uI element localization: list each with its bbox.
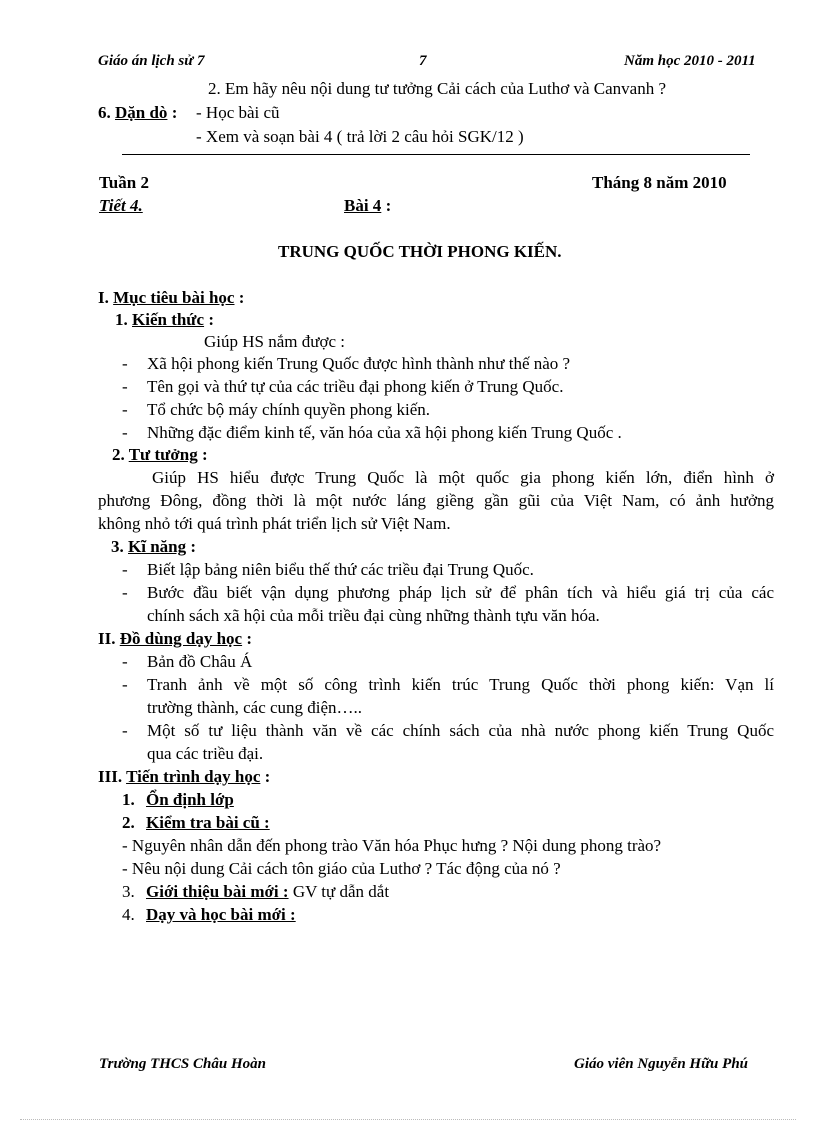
step-2-num: 2. [122, 813, 135, 832]
materials-item: Bản đồ Châu Á [147, 652, 253, 671]
knowledge-item: Những đặc điểm kinh tế, văn hóa của xã hội phong kiến Trung Quốc . [147, 423, 622, 442]
lesson-number-colon: : [381, 196, 392, 215]
knowledge-num: 1. [115, 310, 128, 329]
bullet-dash: - [122, 583, 128, 602]
step-3-label: Giới thiệu bài mới : [146, 882, 289, 901]
bullet-dash: - [122, 652, 128, 671]
page-number: 7 [419, 53, 427, 69]
ideology-line: Giúp HS hiểu được Trung Quốc là một quốc gia phong kiến lớn, điển hình ở [152, 468, 774, 487]
knowledge-item: Tổ chức bộ máy chính quyền phong kiến. [147, 400, 431, 419]
ideology-label: Tư tưởng [128, 445, 198, 464]
knowledge-label: Kiến thức [132, 310, 205, 329]
bullet-dash: - [122, 560, 128, 579]
section-3-label: Tiến trình dạy học [126, 767, 261, 786]
section-3-num: III. [98, 767, 123, 786]
skills-item: Biết lập bảng niên biểu thế thứ các triều đại Trung Quốc. [147, 560, 534, 579]
skills-colon: : [186, 537, 197, 556]
knowledge-colon: : [204, 310, 214, 329]
ideology-line: phương Đông, đồng thời là một nước láng giềng gần gũi của Việt Nam, có ảnh hưởng [98, 491, 774, 510]
header-right: Năm học 2010 - 2011 [624, 53, 756, 69]
step-3-num: 3. [122, 882, 135, 901]
ideology-line: không nhỏ tới quá trình phát triển lịch sử Việt Nam. [98, 514, 451, 533]
materials-item-continued: qua các triều đại. [147, 744, 264, 763]
footer-school: Trường THCS Châu Hoàn [99, 1056, 266, 1072]
month-date: Tháng 8 năm 2010 [592, 173, 727, 192]
knowledge-heading [115, 309, 214, 331]
step-2-label: Kiểm tra bài cũ : [146, 813, 270, 832]
section-1-colon: : [234, 288, 245, 307]
ideology-colon: : [197, 445, 208, 464]
section-2-num: II. [98, 629, 116, 648]
step-3-line [146, 881, 389, 903]
dando-item-1: - Học bài cũ [196, 103, 280, 122]
materials-item: Tranh ảnh về một số công trình kiến trúc Trung Quốc thời phong kiến: Vạn lí [147, 675, 774, 694]
ideology-heading [112, 444, 208, 466]
skills-num: 3. [111, 537, 124, 556]
bullet-dash: - [122, 675, 128, 694]
skills-heading [111, 536, 196, 558]
section-1-label: Mục tiêu bài học [113, 288, 235, 307]
bullet-dash: - [122, 423, 128, 442]
section-3-heading [98, 766, 270, 788]
divider [122, 154, 750, 155]
lesson-title: TRUNG QUỐC THỜI PHONG KIẾN. [278, 242, 562, 261]
step-3-text: GV tự dẫn dắt [288, 882, 390, 901]
dando-num: 6. [98, 103, 111, 122]
section-2-label: Đồ dùng dạy học [119, 629, 243, 648]
page-bottom-edge [20, 1119, 796, 1120]
lesson-number-label: Bài 4 [344, 196, 382, 215]
section-2-heading [98, 628, 252, 650]
review-question: - Nêu nội dung Cải cách tôn giáo của Luthơ ? Tác động của nó ? [122, 859, 561, 878]
step-1-num: 1. [122, 790, 135, 809]
skills-item: Bước đầu biết vận dụng phương pháp lịch sử để phân tích và hiểu giá trị của các [147, 583, 774, 602]
dando-item-2: - Xem và soạn bài 4 ( trả lời 2 câu hỏi SGK/12 ) [196, 127, 524, 146]
section-1-num: I. [98, 288, 109, 307]
week: Tuần 2 [99, 173, 149, 192]
dando-heading [98, 102, 177, 124]
bullet-dash: - [122, 377, 128, 396]
bullet-dash: - [122, 721, 128, 740]
dando-colon: : [171, 103, 178, 122]
dando-label: Dặn dò [115, 103, 168, 122]
footer-teacher: Giáo viên Nguyễn Hữu Phú [574, 1056, 749, 1072]
bullet-dash: - [122, 400, 128, 419]
review-question: - Nguyên nhân dẫn đến phong trào Văn hóa Phục hưng ? Nội dung phong trào? [122, 836, 662, 855]
review-question-2: 2. Em hãy nêu nội dung tư tưởng Cải cách của Luthơ và Canvanh ? [208, 79, 666, 98]
skills-item-continued: chính sách xã hội của mỗi triều đại cùng những thành tựu văn hóa. [147, 606, 600, 625]
materials-item: Một số tư liệu thành văn về các chính sách của nhà nước phong kiến Trung Quốc [147, 721, 774, 740]
knowledge-item: Xã hội phong kiến Trung Quốc được hình thành như thế nào ? [147, 354, 571, 373]
section-1-heading [98, 287, 244, 309]
lesson-number [344, 195, 391, 217]
knowledge-intro: Giúp HS nắm được : [204, 332, 345, 351]
step-4-num: 4. [122, 905, 135, 924]
step-4-label: Dạy và học bài mới : [146, 905, 296, 924]
materials-item-continued: trường thành, các cung điện….. [147, 698, 363, 717]
section-3-colon: : [260, 767, 271, 786]
skills-label: Kĩ năng [128, 537, 187, 556]
section-2-colon: : [242, 629, 253, 648]
bullet-dash: - [122, 354, 128, 373]
header-left: Giáo án lịch sử 7 [98, 53, 205, 69]
knowledge-item: Tên gọi và thứ tự của các triều đại phong kiến ở Trung Quốc. [147, 377, 564, 396]
step-1-label: Ổn định lớp [146, 790, 234, 809]
period: Tiết 4. [99, 196, 143, 215]
ideology-num: 2. [112, 445, 125, 464]
